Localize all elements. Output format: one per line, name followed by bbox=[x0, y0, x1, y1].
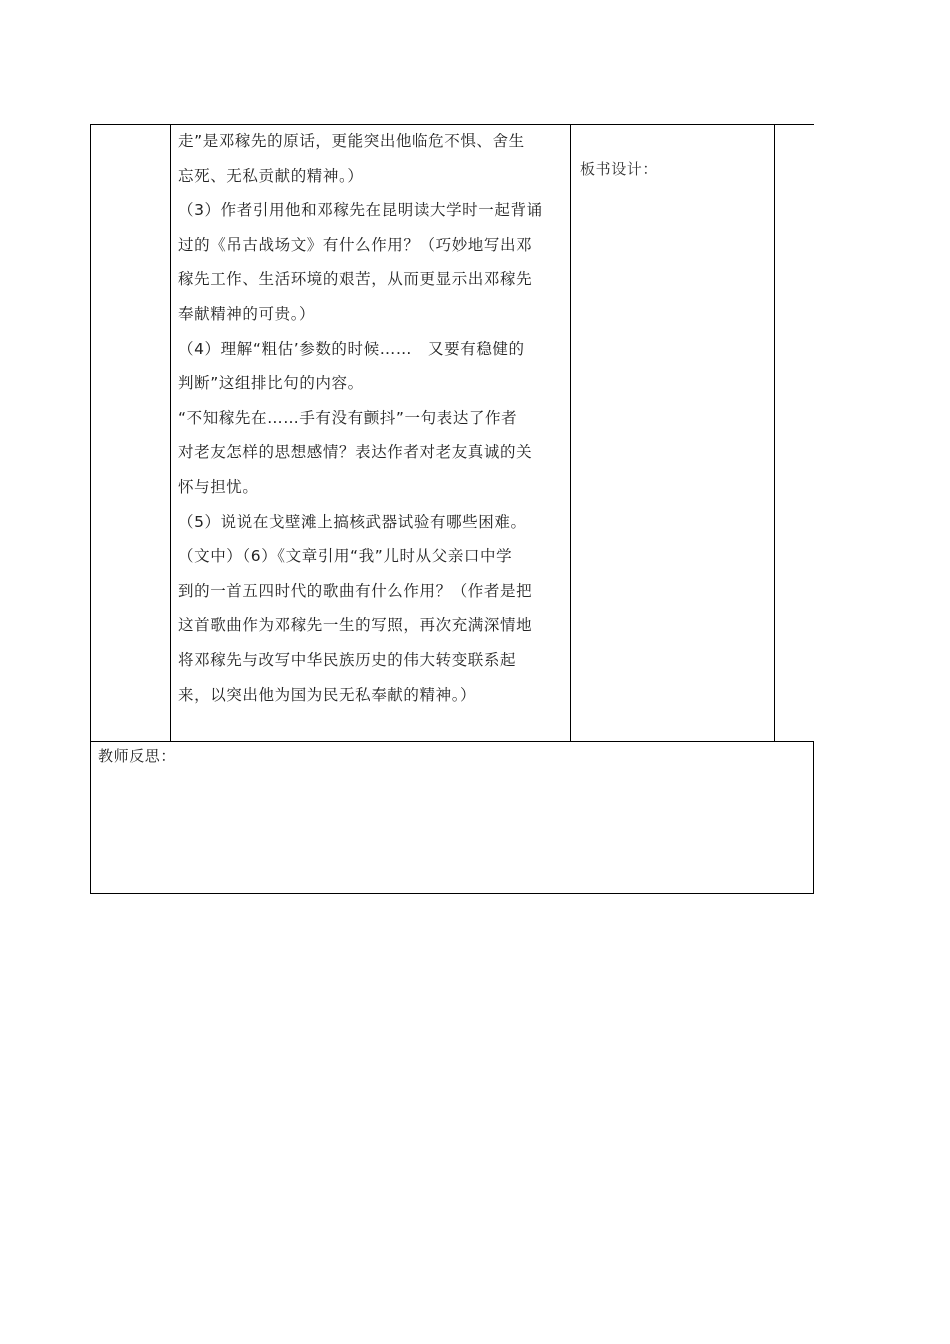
lesson-line: 对老友怎样的思想感情？表达作者对老友真诚的关 bbox=[178, 443, 533, 462]
lesson-line: （5）说说在戈壁滩上搞核武器试验有哪些困难。 bbox=[178, 512, 527, 531]
lesson-line: 稼先工作、生活环境的艰苦，从而更显示出邓稼先 bbox=[178, 270, 533, 289]
board-design-label: 板书设计： bbox=[580, 160, 659, 178]
table-left-border bbox=[90, 124, 91, 894]
lesson-content bbox=[178, 124, 564, 712]
column-divider-2 bbox=[570, 124, 571, 741]
lesson-line: （文中）（6）《文章引用“我”儿时从父亲口中学 bbox=[178, 547, 513, 566]
row-divider bbox=[90, 741, 814, 742]
lesson-line: 这首歌曲作为邓稼先一生的写照，再次充满深情地 bbox=[178, 616, 533, 635]
lesson-line: 怀与担忧。 bbox=[178, 477, 259, 496]
table-right-border bbox=[813, 741, 814, 894]
lesson-line: （3）作者引用他和邓稼先在昆明读大学时一起背诵 bbox=[178, 201, 543, 220]
lesson-line: 到的一首五四时代的歌曲有什么作用？（作者是把 bbox=[178, 581, 533, 600]
teacher-reflection-label: 教师反思： bbox=[98, 747, 177, 765]
column-divider-1 bbox=[170, 124, 171, 741]
lesson-line: 忘死、无私贡献的精神。） bbox=[178, 166, 364, 185]
lesson-line: 奉献精神的可贵。） bbox=[178, 304, 316, 323]
column-divider-3 bbox=[774, 124, 775, 741]
lesson-line: 将邓稼先与改写中华民族历史的伟大转变联系起 bbox=[178, 650, 517, 669]
table-bottom-border bbox=[90, 893, 814, 894]
table-top-border-extension bbox=[774, 124, 814, 125]
lesson-line: 走”是邓稼先的原话，更能突出他临危不惧、舍生 bbox=[178, 132, 525, 150]
lesson-line: 判断”这组排比句的内容。 bbox=[178, 374, 364, 393]
lesson-line: 来，以突出他为国为民无私奉献的精神。） bbox=[178, 685, 477, 704]
lesson-line: （4）理解“粗估’参数的时候…… 又要有稳健的 bbox=[178, 339, 525, 358]
lesson-line: “不知稼先在……手有没有颤抖”一句表达了作者 bbox=[178, 408, 518, 427]
lesson-line: 过的《吊古战场文》有什么作用？（巧妙地写出邓 bbox=[178, 235, 533, 254]
